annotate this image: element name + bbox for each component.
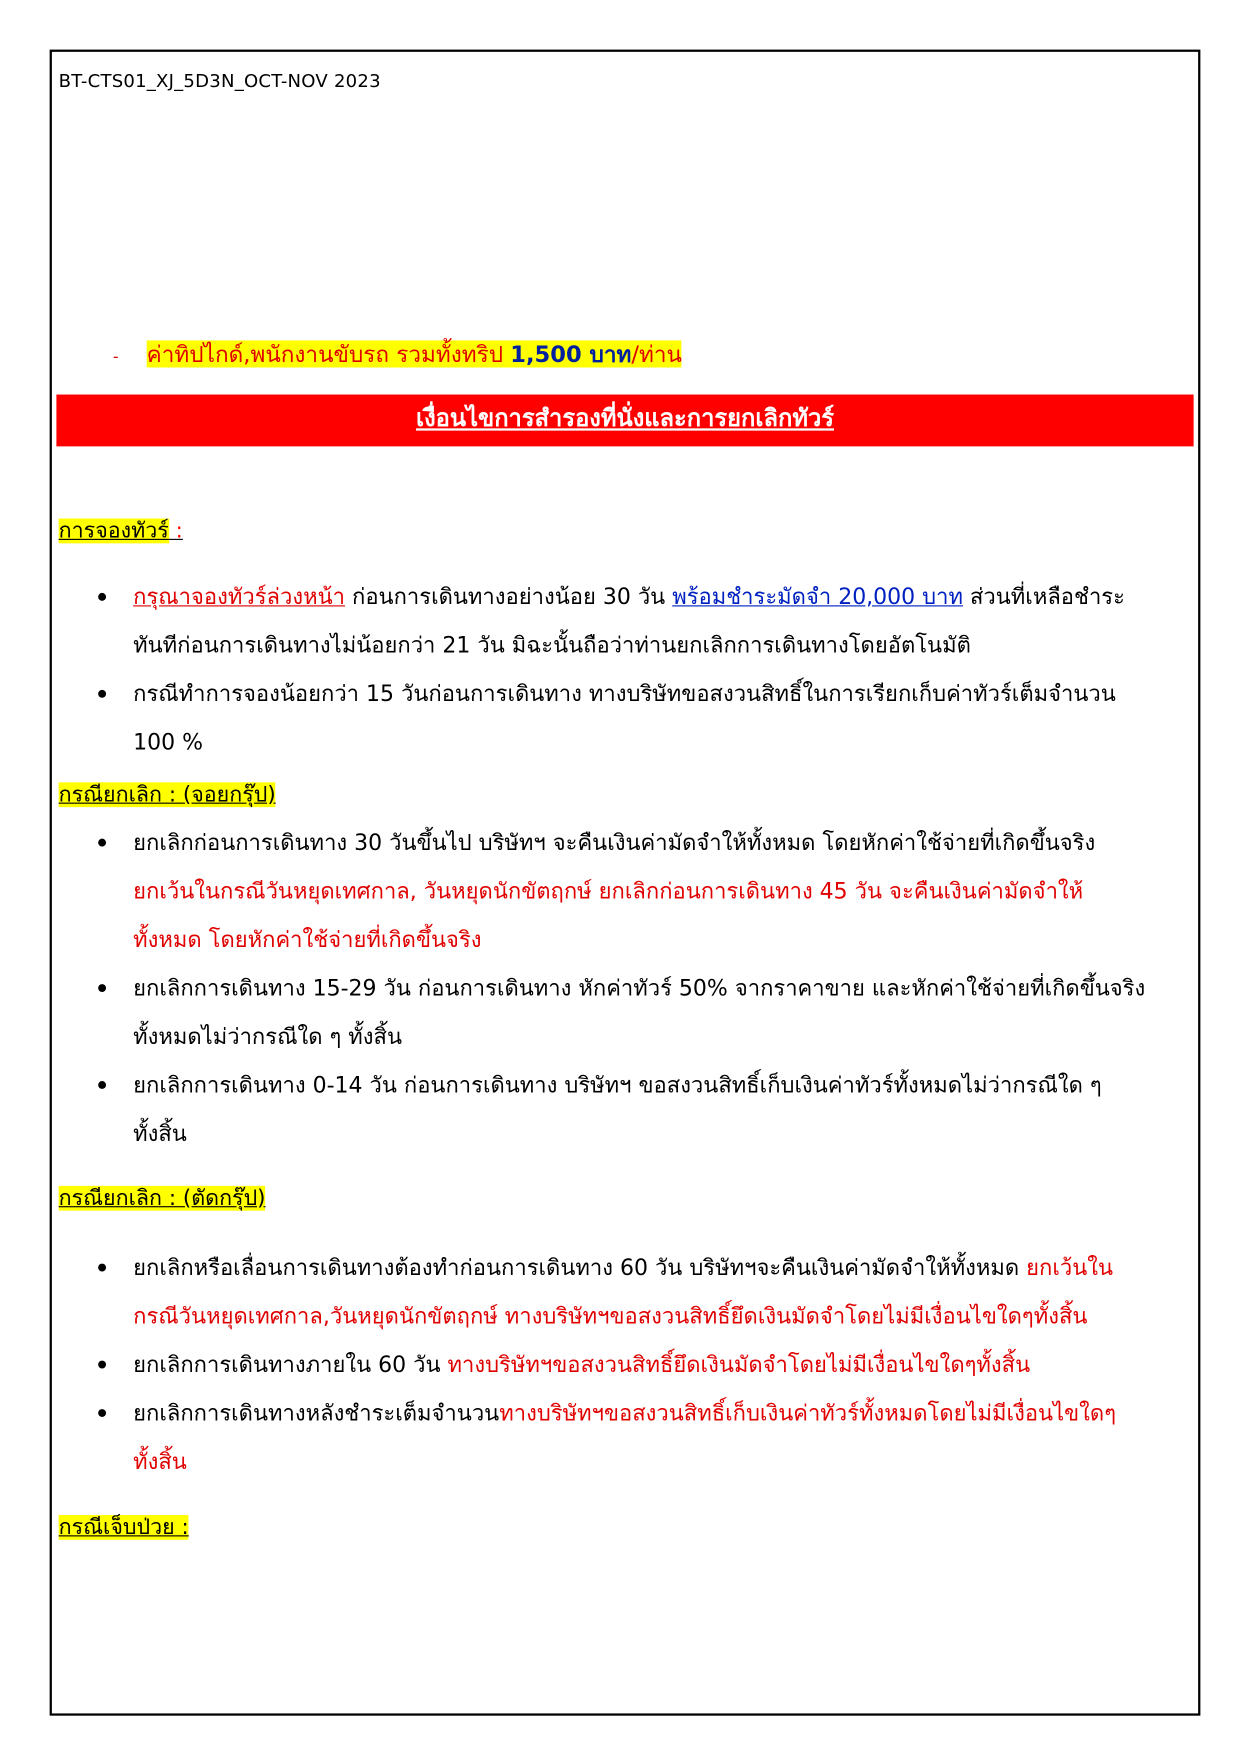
document-code: BT-CTS01_XJ_5D3N_OCT-NOV 2023 — [58, 69, 381, 92]
cancel-private-item1-line2: กรณีวันหยุดเทศกาล,วันหยุดนักขัตฤกษ์ ทางบริษัทฯขอสงวนสิทธิ์ยึดเงินมัดจำโดยไม่มีเงื่อนไขใดๆทั้งสิ้น — [133, 1303, 1088, 1330]
list-item — [95, 573, 1201, 670]
tip-dash: - — [112, 348, 119, 367]
booking-item1-line2: ทันทีก่อนการเดินทางไม่น้อยกว่า 21 วัน มิฉะนั้นถือว่าท่านยกเลิกการเดินทางโดยอัตโนมัติ — [133, 632, 971, 659]
booking-item1-text: ก่อนการเดินทางอย่างน้อย 30 วัน — [345, 583, 673, 610]
booking-item2-line2: 100 % — [133, 729, 204, 756]
cancel-private-heading-text: กรณียกเลิก : (ตัดกรุ๊ป) — [58, 1185, 266, 1211]
tip-note — [113, 336, 682, 372]
cancel-join-item3-line1: ยกเลิกการเดินทาง 0-14 วัน ก่อนการเดินทาง บริษัทฯ ขอสงวนสิทธิ์เก็บเงินค่าทัวร์ทั้งหมดไม่ว่ากรณีใด ๆ — [133, 1072, 1102, 1098]
tip-amount: 1,500 บาท — [510, 340, 632, 368]
cancel-join-list — [95, 818, 1201, 1157]
cancel-private-item1-text: ยกเลิกหรือเลื่อนการเดินทางต้องทำก่อนการเดินทาง 60 วัน บริษัทฯจะคืนเงินค่ามัดจำให้ทั้งหมด — [133, 1254, 1027, 1281]
cancel-private-item2-red: ทางบริษัทฯขอสงวนสิทธิ์ยึดเงินมัดจำโดยไม่มีเงื่อนไขใดๆทั้งสิ้น — [447, 1351, 1031, 1378]
cancel-private-item1-red: ยกเว้นใน — [1026, 1254, 1114, 1281]
cancel-private-heading — [59, 1181, 266, 1215]
tip-highlight — [147, 340, 682, 367]
illness-heading — [59, 1511, 189, 1545]
cancel-private-item1-line1 — [133, 1243, 1200, 1291]
booking-item2-line1: กรณีทำการจองน้อยกว่า 15 วันก่อนการเดินทาง ทางบริษัทขอสงวนสิทธิ์ในการเรียกเก็บค่าทัวร์เต็มจำนวน — [133, 680, 1116, 707]
list-item — [95, 1389, 1201, 1486]
list-item — [95, 1243, 1201, 1340]
list-item — [95, 670, 1201, 767]
cancel-join-item2-line1: ยกเลิกการเดินทาง 15-29 วัน ก่อนการเดินทาง หักค่าทัวร์ 50% จากราคาขาย และหักค่าใช้จ่ายที่เกิดขึ้นจริง — [133, 975, 1146, 1001]
cancel-join-item1-line3: ทั้งหมด โดยหักค่าใช้จ่ายที่เกิดขึ้นจริง — [133, 926, 482, 953]
cancel-private-item3-text: ยกเลิกการเดินทางหลังชำระเต็มจำนวน — [133, 1400, 500, 1426]
tip-suffix: /ท่าน — [631, 340, 682, 368]
list-item — [95, 1340, 1201, 1388]
tip-text: ค่าทิปไกด์,พนักงานขับรถ รวมทั้งทริป — [146, 340, 504, 368]
book-in-advance-link: กรุณาจองทัวร์ล่วงหน้า — [133, 583, 346, 610]
booking-list — [95, 573, 1201, 767]
cancel-private-item2-line1 — [133, 1340, 1200, 1388]
booking-heading-text: การจองทัวร์ — [58, 518, 169, 544]
cancel-private-list — [95, 1243, 1201, 1485]
booking-heading-colon: : — [168, 518, 183, 544]
cancel-private-item3-red: ทางบริษัทฯขอสงวนสิทธิ์เก็บเงินค่าทัวร์ทั้งหมดโดยไม่มีเงื่อนไขใดๆ — [499, 1400, 1117, 1426]
list-item — [95, 1061, 1201, 1158]
booking-item1-rest: ส่วนที่เหลือชำระ — [962, 583, 1125, 610]
list-item — [95, 818, 1201, 963]
cancel-join-item3-line2: ทั้งสิ้น — [133, 1120, 187, 1147]
list-item — [95, 964, 1201, 1061]
conditions-banner — [56, 395, 1193, 447]
cancel-join-heading — [59, 778, 276, 812]
illness-heading-text: กรณีเจ็บป่วย : — [58, 1515, 189, 1540]
cancel-join-item1-line2: ยกเว้นในกรณีวันหยุดเทศกาล, วันหยุดนักขัตฤกษ์ ยกเลิกก่อนการเดินทาง 45 วัน จะคืนเงินค่ามัดจำให้ — [133, 878, 1084, 905]
banner-title: เงื่อนไขการสำรองที่นั่งและการยกเลิกทัวร์ — [416, 404, 834, 432]
cancel-join-item1-line1: ยกเลิกก่อนการเดินทาง 30 วันขึ้นไป บริษัทฯ จะคืนเงินค่ามัดจำให้ทั้งหมด โดยหักค่าใช้จ่ายที่เกิดขึ้นจริง — [133, 829, 1096, 856]
cancel-private-item2-text: ยกเลิกการเดินทางภายใน 60 วัน — [133, 1351, 448, 1378]
cancel-private-item3-line1 — [133, 1389, 1200, 1437]
deposit-link: พร้อมชำระมัดจำ 20,000 บาท — [672, 583, 963, 610]
booking-heading — [59, 514, 183, 548]
cancel-join-heading-text: กรณียกเลิก : (จอยกรุ๊ป) — [58, 782, 276, 808]
cancel-join-item2-line2: ทั้งหมดไม่ว่ากรณีใด ๆ ทั้งสิ้น — [133, 1023, 403, 1050]
cancel-private-item3-line2: ทั้งสิ้น — [133, 1448, 187, 1475]
booking-item1-line1 — [133, 573, 1200, 621]
